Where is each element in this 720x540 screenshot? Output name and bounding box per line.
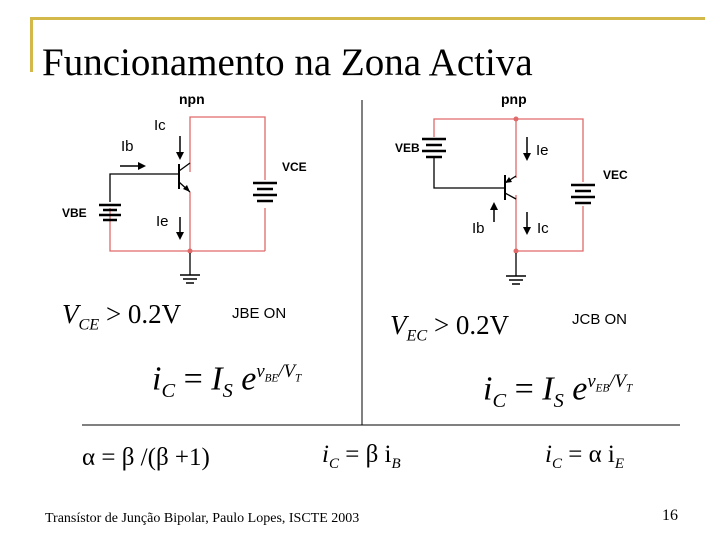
pnp-ib-label: Ib xyxy=(472,220,485,237)
slide-title: Funcionamento na Zona Activa xyxy=(42,41,533,84)
ic-beta-equation: $i_C = \beta$ $i_B$ xyxy=(322,441,401,472)
npn-condition: $V_{CE} > 0.2V$ xyxy=(62,299,182,334)
pnp-ie-label: Ie xyxy=(536,142,549,159)
page-number: 16 xyxy=(662,507,678,524)
pnp-ic-label: Ic xyxy=(537,220,549,237)
slide-footer: Transístor de Junção Bipolar, Paulo Lopes, ISCTE 2003 xyxy=(45,511,360,526)
npn-heading: npn xyxy=(179,91,205,107)
pnp-condition: $V_{EC} > 0.2V$ xyxy=(390,310,510,345)
alpha-beta-relation: α = β /(β +1) xyxy=(82,444,210,471)
npn-ie-label: Ie xyxy=(156,213,169,230)
pnp-ic-equation: $i_C = I_S$ $e^{v_{EB}/V_T}$ xyxy=(483,370,633,413)
npn-ib-label: Ib xyxy=(121,138,134,155)
pnp-veb-label: VEB xyxy=(395,141,420,155)
pnp-heading: pnp xyxy=(501,91,527,107)
pnp-state: JCB ON xyxy=(572,311,628,328)
npn-vbe-label: VBE xyxy=(62,206,87,220)
npn-ic-label: Ic xyxy=(154,117,166,134)
ic-alpha-equation: $i_C = \alpha$ $i_E$ xyxy=(545,441,625,472)
pnp-vec-label: VEC xyxy=(603,168,628,182)
npn-ic-equation: $i_C = I_S$ $e^{v_{BE}/V_T}$ xyxy=(152,360,302,403)
pnp-circuit xyxy=(422,117,595,285)
npn-vce-label: VCE xyxy=(282,160,307,174)
npn-state: JBE ON xyxy=(232,305,287,322)
